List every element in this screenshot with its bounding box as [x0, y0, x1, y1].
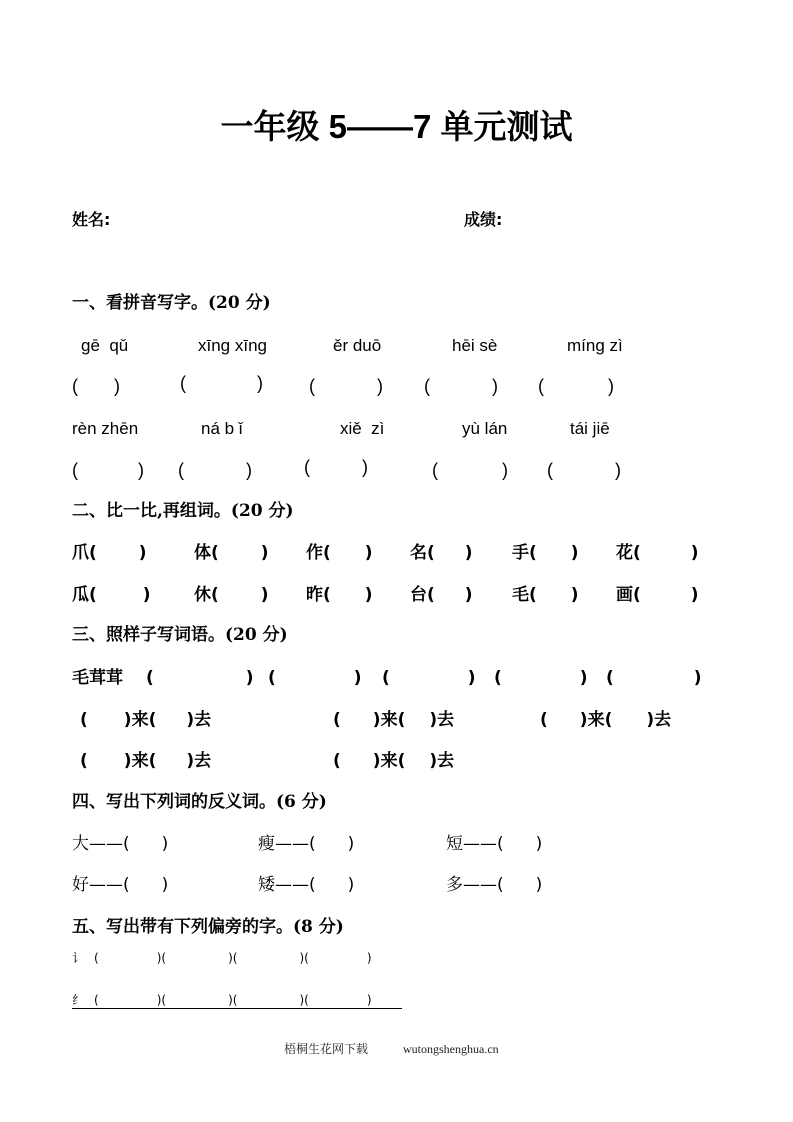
answer-blank[interactable]: ( )	[432, 460, 508, 480]
antonym-item[interactable]: 好——( )	[72, 875, 169, 895]
compare-item[interactable]: 爪( )	[72, 543, 147, 563]
section2-heading: 二、比一比,再组词。(20 分)	[72, 501, 294, 521]
compare-item[interactable]: 瓜( )	[72, 585, 151, 605]
answer-blank[interactable]: ( )	[268, 668, 362, 688]
score-label: 成绩:	[464, 210, 503, 229]
answer-blank[interactable]: ( )	[424, 376, 498, 396]
pinyin: rèn zhēn	[72, 419, 139, 438]
answer-blank[interactable]: ( )	[547, 460, 621, 480]
section4-heading: 四、写出下列词的反义词。(6 分)	[72, 792, 327, 812]
radical-row[interactable]: 纟 ( )( )( )( )	[72, 994, 402, 1009]
come-go-item[interactable]: ( )来( )去	[80, 710, 212, 730]
compare-item[interactable]: 花( )	[616, 543, 699, 563]
compare-item[interactable]: 手( )	[512, 543, 579, 563]
come-go-item[interactable]: ( )来( )去	[80, 751, 212, 771]
pinyin: gē qǔ	[81, 336, 129, 355]
pinyin: hēi sè	[452, 336, 498, 355]
answer-blank[interactable]: ( )	[382, 668, 476, 688]
compare-item[interactable]: 昨( )	[306, 585, 373, 605]
come-go-item[interactable]: ( )来( )去	[333, 751, 455, 771]
answer-blank[interactable]: ( )	[538, 376, 614, 396]
answer-blank[interactable]: ( )	[309, 376, 383, 396]
antonym-item[interactable]: 大——( )	[72, 834, 169, 854]
compare-item[interactable]: 名( )	[410, 543, 473, 563]
compare-item[interactable]: 台( )	[410, 585, 473, 605]
antonym-item[interactable]: 瘦——( )	[258, 834, 355, 854]
compare-item[interactable]: 休( )	[194, 585, 269, 605]
footer-site-name: 梧桐生花网下载	[284, 1042, 369, 1056]
answer-blank[interactable]: ( )	[178, 460, 252, 480]
compare-item[interactable]: 体( )	[194, 543, 269, 563]
answer-blank[interactable]: ( )	[494, 668, 588, 688]
pinyin: tái jiē	[570, 419, 610, 438]
compare-item[interactable]: 毛( )	[512, 585, 579, 605]
compare-item[interactable]: 作( )	[306, 543, 373, 563]
footer-url[interactable]: wutongshenghua.cn	[403, 1042, 499, 1056]
pinyin: míng zì	[567, 336, 623, 355]
pinyin: ná b ǐ	[201, 419, 243, 438]
name-label: 姓名:	[72, 210, 111, 229]
pinyin: xīng xīng	[198, 336, 267, 355]
come-go-item[interactable]: ( )来( )去	[333, 710, 455, 730]
answer-blank[interactable]: ( )	[146, 668, 254, 688]
antonym-item[interactable]: 短——( )	[446, 834, 543, 854]
answer-blank[interactable]: ( )	[304, 457, 368, 477]
page-title: 一年级 5——7 单元测试	[220, 108, 573, 145]
section3-heading: 三、照样子写词语。(20 分)	[72, 625, 288, 645]
antonym-item[interactable]: 矮——( )	[258, 875, 355, 895]
answer-blank[interactable]: ( )	[180, 373, 263, 393]
pinyin: yù lán	[462, 419, 508, 438]
section5-heading: 五、写出带有下列偏旁的字。(8 分)	[72, 917, 344, 937]
section1-heading: 一、看拼音写字。(20 分)	[72, 293, 271, 313]
answer-blank[interactable]: ( )	[72, 460, 144, 480]
compare-item[interactable]: 画( )	[616, 585, 699, 605]
example-word: 毛茸茸	[72, 668, 123, 688]
pinyin: xiě zì	[340, 419, 385, 438]
answer-blank[interactable]: ( )	[72, 376, 120, 396]
radical-row[interactable]: 讠 ( )( )( )( )	[72, 951, 372, 965]
come-go-item[interactable]: ( )来( )去	[540, 710, 672, 730]
pinyin: ěr duō	[333, 336, 382, 355]
antonym-item[interactable]: 多——( )	[446, 875, 543, 895]
answer-blank[interactable]: ( )	[606, 668, 702, 688]
